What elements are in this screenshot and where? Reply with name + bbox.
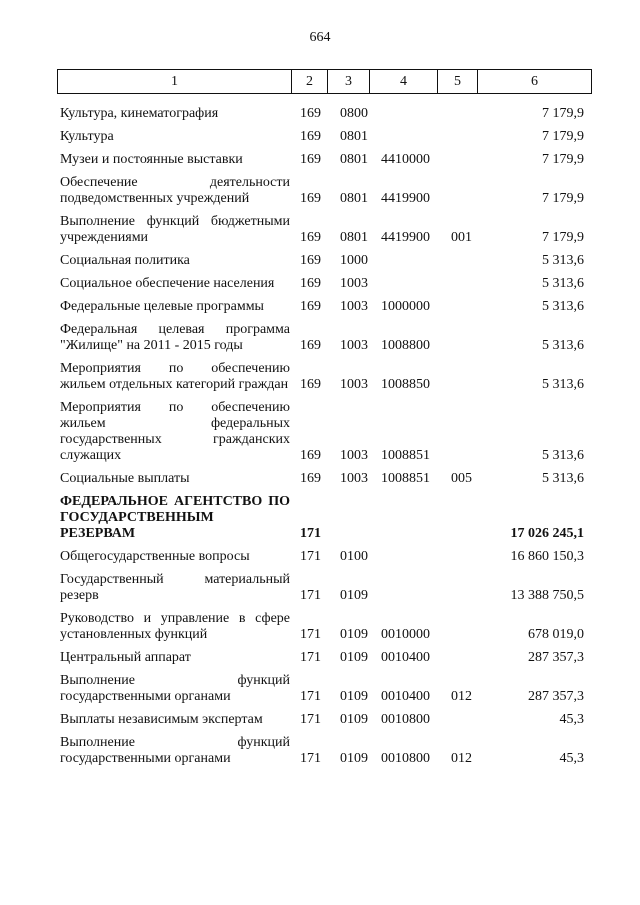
row-code-expense: 001: [451, 230, 472, 245]
table-row: [0, 611, 640, 643]
column-header-3: 3: [328, 70, 370, 94]
row-amount: 7 179,9: [542, 106, 584, 121]
row-code-ministry: 169: [300, 129, 321, 144]
row-amount: 5 313,6: [542, 276, 584, 291]
row-name: Обеспечение деятельности подведомственных учреждений: [60, 175, 290, 206]
row-amount: 5 313,6: [542, 299, 584, 314]
row-code-article: 4419900: [381, 230, 430, 245]
row-code-article: 0010400: [381, 650, 430, 665]
row-name: Выполнение функций государственными органами: [60, 673, 290, 704]
row-code-ministry: 169: [300, 471, 321, 486]
row-code-ministry: 169: [300, 253, 321, 268]
row-code-article: 0010800: [381, 712, 430, 727]
row-amount: 16 860 150,3: [510, 549, 584, 564]
row-name: Культура: [60, 129, 114, 144]
row-code-section: 0109: [340, 712, 368, 727]
row-name: Выплаты независимым экспертам: [60, 712, 263, 727]
table-row: [0, 299, 640, 315]
row-code-section: 0109: [340, 627, 368, 642]
column-header-row: [58, 70, 592, 94]
row-name: Федеральные целевые программы: [60, 299, 264, 314]
row-code-section: 0800: [340, 106, 368, 121]
row-name: Мероприятия по обеспечению жильем федеральных государственных гражданских служащих: [60, 400, 290, 463]
column-header-4: 4: [370, 70, 438, 94]
column-header-1: 1: [58, 70, 292, 94]
row-amount: 17 026 245,1: [510, 526, 584, 541]
table-row: [0, 650, 640, 666]
row-code-section: 0801: [340, 152, 368, 167]
table-row: [0, 175, 640, 207]
row-code-ministry: 171: [300, 526, 321, 541]
table-row: [0, 673, 640, 705]
page-number: 664: [309, 30, 331, 45]
row-name: Музеи и постоянные выставки: [60, 152, 243, 167]
row-code-section: 0801: [340, 230, 368, 245]
row-amount: 7 179,9: [542, 152, 584, 167]
table-row: [0, 276, 640, 292]
row-code-article: 1000000: [381, 299, 430, 314]
row-code-ministry: 169: [300, 230, 321, 245]
row-amount: 5 313,6: [542, 377, 584, 392]
budget-rows: [0, 106, 640, 774]
row-code-ministry: 169: [300, 299, 321, 314]
row-code-section: 0801: [340, 191, 368, 206]
table-row: [0, 106, 640, 122]
row-amount: 5 313,6: [542, 338, 584, 353]
row-name: Государственный материальный резерв: [60, 572, 290, 603]
row-code-section: 0109: [340, 650, 368, 665]
row-name: Культура, кинематография: [60, 106, 219, 121]
row-code-ministry: 169: [300, 106, 321, 121]
row-code-section: 1003: [340, 299, 368, 314]
row-code-ministry: 171: [300, 588, 321, 603]
row-name: Общегосударственные вопросы: [60, 549, 250, 564]
row-code-section: 0109: [340, 751, 368, 766]
row-code-expense: 012: [451, 751, 472, 766]
row-code-section: 0109: [340, 689, 368, 704]
row-code-article: 1008850: [381, 377, 430, 392]
column-header-table: [57, 69, 592, 94]
row-amount: 5 313,6: [542, 471, 584, 486]
row-code-section: 0801: [340, 129, 368, 144]
row-name: Социальная политика: [60, 253, 190, 268]
row-code-section: 1003: [340, 377, 368, 392]
row-code-ministry: 171: [300, 712, 321, 727]
row-amount: 678 019,0: [528, 627, 584, 642]
row-code-ministry: 169: [300, 448, 321, 463]
row-code-section: 1003: [340, 448, 368, 463]
table-row: [0, 712, 640, 728]
row-code-ministry: 169: [300, 152, 321, 167]
row-code-ministry: 171: [300, 627, 321, 642]
table-row-agency: [0, 494, 640, 542]
table-row: [0, 322, 640, 354]
row-name: Социальное обеспечение населения: [60, 276, 275, 291]
row-code-article: 0010400: [381, 689, 430, 704]
row-name: Мероприятия по обеспечению жильем отдельных категорий граждан: [60, 361, 290, 392]
row-code-ministry: 171: [300, 650, 321, 665]
row-name: Руководство и управление в сфере установленных функций: [60, 611, 290, 642]
row-amount: 45,3: [559, 751, 584, 766]
row-code-ministry: 169: [300, 276, 321, 291]
row-amount: 7 179,9: [542, 230, 584, 245]
row-code-article: 4419900: [381, 191, 430, 206]
row-amount: 287 357,3: [528, 650, 584, 665]
row-code-article: 0010800: [381, 751, 430, 766]
table-row: [0, 735, 640, 767]
row-code-section: 0109: [340, 588, 368, 603]
column-header-5: 5: [438, 70, 478, 94]
row-amount: 45,3: [559, 712, 584, 727]
row-code-ministry: 169: [300, 338, 321, 353]
row-code-section: 1003: [340, 338, 368, 353]
row-code-expense: 012: [451, 689, 472, 704]
table-row: [0, 400, 640, 464]
row-code-ministry: 171: [300, 689, 321, 704]
row-code-section: 0100: [340, 549, 368, 564]
row-code-expense: 005: [451, 471, 472, 486]
table-row: [0, 471, 640, 487]
row-name: Федеральная целевая программа "Жилище" на 2011 - 2015 годы: [60, 322, 290, 353]
row-code-article: 1008800: [381, 338, 430, 353]
row-code-article: 1008851: [381, 448, 430, 463]
row-name: Выполнение функций государственными органами: [60, 735, 290, 766]
table-row: [0, 214, 640, 246]
table-row: [0, 361, 640, 393]
row-amount: 5 313,6: [542, 253, 584, 268]
row-code-ministry: 171: [300, 751, 321, 766]
row-code-ministry: 171: [300, 549, 321, 564]
row-code-section: 1003: [340, 276, 368, 291]
table-row: [0, 253, 640, 269]
row-name: Социальные выплаты: [60, 471, 190, 486]
column-header-2: 2: [292, 70, 328, 94]
table-row: [0, 572, 640, 604]
row-code-ministry: 169: [300, 377, 321, 392]
column-header-6: 6: [478, 70, 592, 94]
row-amount: 7 179,9: [542, 129, 584, 144]
row-code-article: 1008851: [381, 471, 430, 486]
row-code-section: 1000: [340, 253, 368, 268]
row-amount: 5 313,6: [542, 448, 584, 463]
row-amount: 7 179,9: [542, 191, 584, 206]
row-amount: 287 357,3: [528, 689, 584, 704]
row-code-ministry: 169: [300, 191, 321, 206]
row-name: Выполнение функций бюджетными учреждениями: [60, 214, 290, 245]
row-name: Центральный аппарат: [60, 650, 191, 665]
table-row: [0, 549, 640, 565]
table-row: [0, 129, 640, 145]
row-code-article: 0010000: [381, 627, 430, 642]
row-code-section: 1003: [340, 471, 368, 486]
row-code-article: 4410000: [381, 152, 430, 167]
table-row: [0, 152, 640, 168]
row-amount: 13 388 750,5: [510, 588, 584, 603]
row-name: ФЕДЕРАЛЬНОЕ АГЕНТСТВО ПО ГОСУДАРСТВЕННЫМ РЕЗЕРВАМ: [60, 494, 290, 541]
